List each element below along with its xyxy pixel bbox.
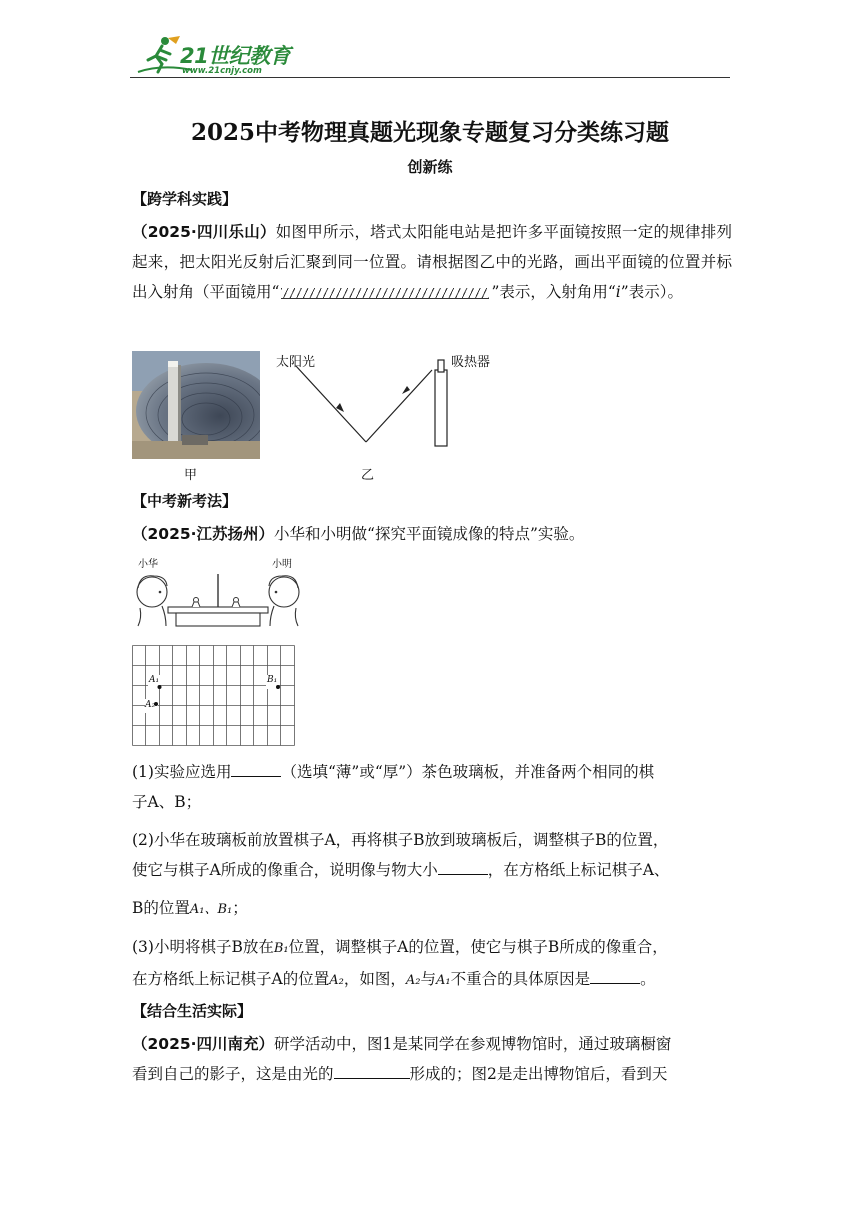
answer-blank-3[interactable] [590,969,640,984]
question-mirror-intro [132,519,732,549]
absorber-tower [435,370,447,446]
question-text: 不重合的具体原因是 [450,970,591,988]
question-2: (2)小华在玻璃板前放置棋子A，再将棋子B放到玻璃板后，调整棋子B的位置， [132,831,669,849]
question-2-cont [132,855,732,885]
question-1 [132,757,732,787]
symbol: A₂ [405,973,421,988]
question-text: 小华和小明做“探究平面镜成像的特点”实验。 [274,525,585,543]
question-1-cont: 子A、B； [132,793,202,811]
logo-text: 21世纪教育 [180,44,291,68]
person-right-head [269,577,299,607]
figure-label-yi: 乙 [361,468,375,483]
angle-symbol: i [615,283,621,301]
label-b1: B₁ [267,675,278,685]
person-left-head [137,577,167,607]
section-heading-real-life: 【结合生活实际】 [132,1002,253,1020]
label-a1: A₁ [149,675,160,685]
header-divider [130,77,730,78]
question-text: (3)小明将棋子B放在 [132,938,274,956]
question-museum-cont [132,1059,732,1089]
mirror-symbol-icon [281,288,489,299]
question-text: ”表示，入射角用“ [491,283,616,301]
question-source: （2025·四川南充） [132,1035,275,1053]
answer-blank-2[interactable] [438,860,488,875]
section-heading-new-method: 【中考新考法】 [132,492,238,510]
question-source: （2025·四川乐山） [132,223,276,241]
question-text: (1)实验应选用 [132,763,232,781]
page-subtitle: 创新练 [407,158,453,176]
point-b1 [276,685,280,689]
absorber-label: 吸热器 [451,355,491,370]
question-text: 研学活动中，图1是某同学在参观博物馆时，通过玻璃橱窗 [274,1035,672,1053]
grid-paper [132,645,296,747]
reflected-ray [366,370,432,442]
question-text: 在方格纸上标记棋子A的位置 [132,970,330,988]
question-text: 形成的；图2是走出博物馆后，看到天 [409,1065,668,1083]
solar-tower-photo [132,351,260,459]
label-a2: A₂ [145,700,156,710]
question-text: 与 [420,970,436,988]
point-a1 [158,685,162,689]
question-museum [132,1029,732,1059]
question-3 [132,932,732,964]
question-source: （2025·江苏扬州） [132,525,275,543]
answer-blank-4[interactable] [334,1064,410,1079]
symbol: A₁ [435,973,451,988]
symbol: A₂ [329,973,344,988]
section-heading-interdisciplinary: 【跨学科实践】 [132,190,238,208]
question-text: 如图甲所示，塔式太阳能电站是把许多平面镜按照一定的规律排列起来，把太阳光反射后汇聚到同一位置。请根据图乙中的光路，画出平面镜的位置并标出入射角（平面镜用“ [132,223,732,301]
question-text: B的位置 [132,899,190,917]
question-text: ，如图， [343,970,406,988]
incident-ray [296,366,366,442]
answer-blank-1[interactable] [231,762,281,777]
sunlight-label: 太阳光 [276,355,316,370]
figure-label-jia: 甲 [184,468,198,483]
absorber-head [438,360,444,372]
person-right-label: 小明 [272,559,292,570]
question-text: ，在方格纸上标记棋子A、 [487,861,670,879]
question-3-cont [132,964,732,996]
symbol: A₁、B₁ [189,902,233,917]
page-title: 2025中考物理真题光现象专题复习分类练习题 [190,119,669,146]
question-text: 位置，调整棋子A的位置，使它与棋子B所成的像重合， [288,938,668,956]
question-text: ； [232,899,248,917]
person-left-label: 小华 [138,559,158,570]
question-text: 看到自己的影子，这是由光的 [132,1065,334,1083]
question-text: 。 [640,970,656,988]
question-text: ”表示）。 [620,283,683,301]
symbol: B₁ [273,941,289,956]
logo-url: www.21cnjy.com [182,66,262,76]
arrow-icon [402,386,410,394]
question-text: 使它与棋子A所成的像重合，说明像与物大小 [132,861,438,879]
question-2-end [132,893,732,925]
question-text: （选填“薄”或“厚”）茶色玻璃板，并准备两个相同的棋 [281,763,655,781]
question-solar-tower [132,217,732,307]
